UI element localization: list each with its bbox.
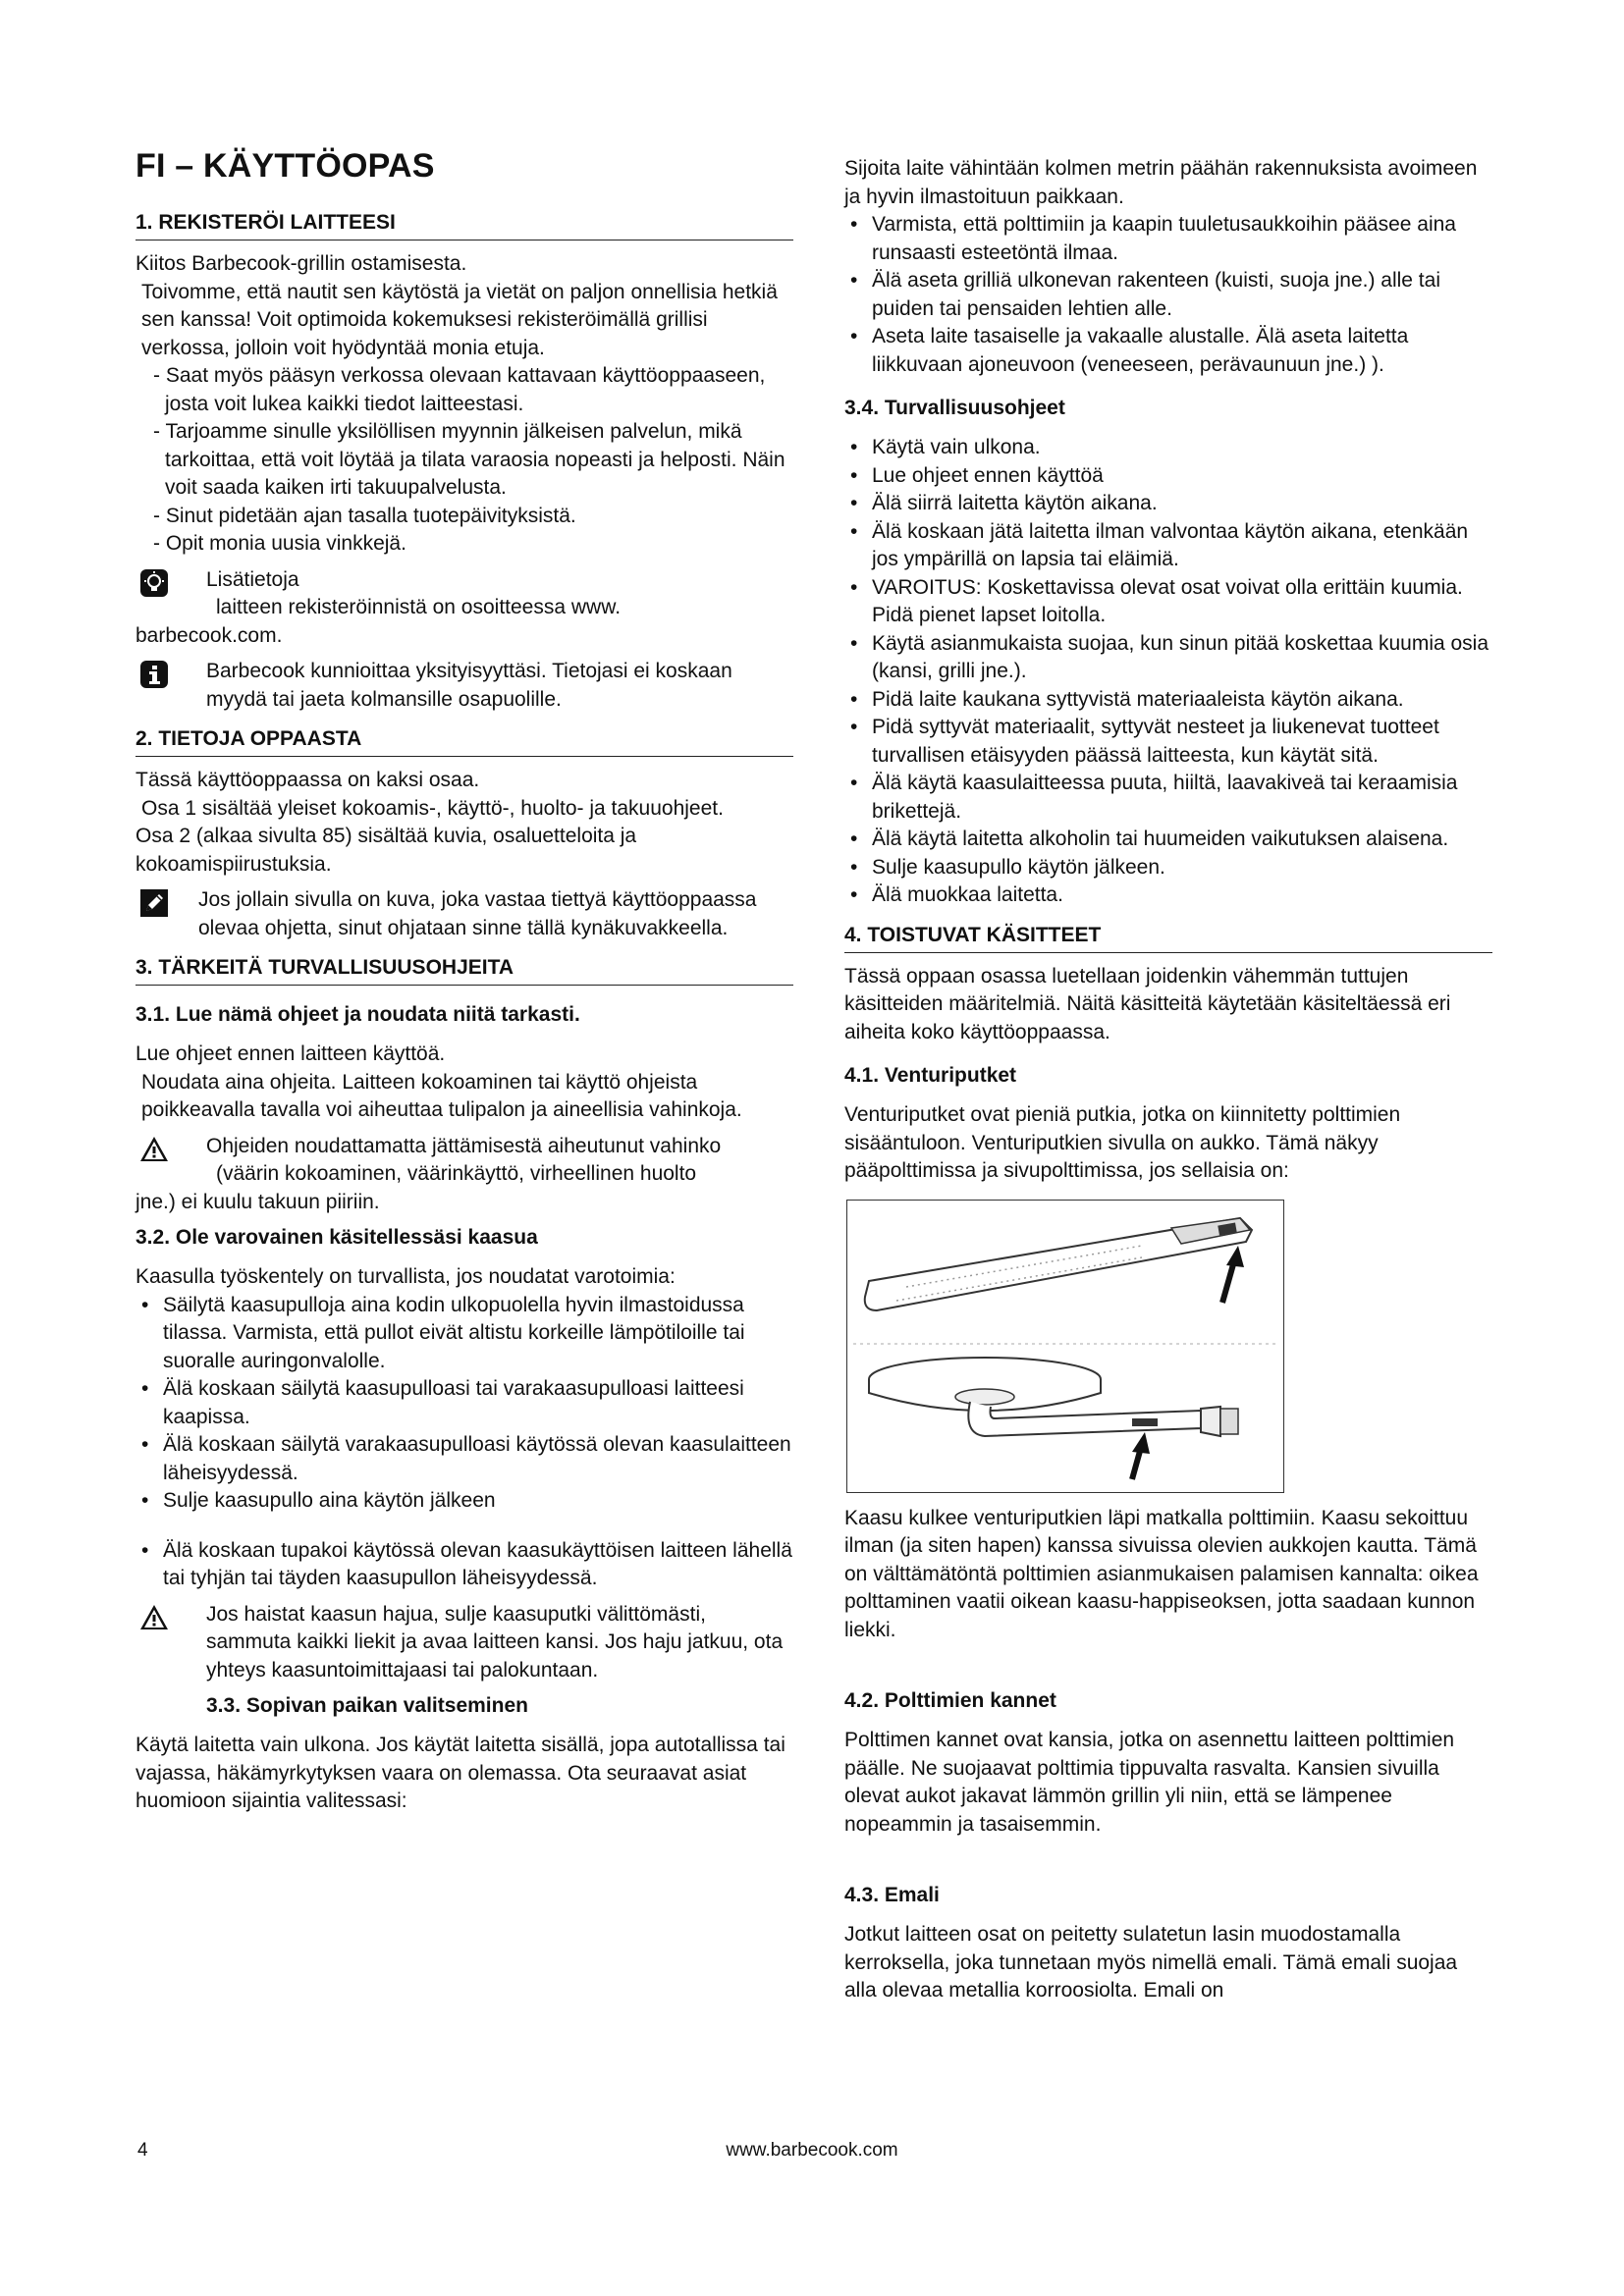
list-item: • Älä koskaan tupakoi käytössä olevan kaasukäyttöisen laitteen lähellä tai tyhjän tai täyden kaasupullon läheisyydessä. xyxy=(135,1537,793,1593)
tip-url: barbecook.com. xyxy=(135,623,283,647)
s1-paragraph-2: Toivomme, että nautit sen käytöstä ja vietät on paljon onnellisia hetkiä sen kanssa! Voit optimoida kokemuksesi rekisteröimällä grillisi verkossa, jolloin voit hyödyntää monia etuja. xyxy=(141,280,778,359)
privacy-note xyxy=(135,658,793,714)
safety-list xyxy=(844,434,1492,910)
s31-paragraph-2: Noudata aina ohjeita. Laitteen kokoaminen tai käyttö ohjeista poikkeavalla tavalla voi aiheuttaa tulipalon ja aineellisia vahinkoja. xyxy=(141,1070,742,1121)
s32-paragraph-1: Kaasulla työskentely on turvallista, jos noudatat varotoimia: xyxy=(135,1265,676,1288)
info-icon xyxy=(139,660,169,689)
gas-smell-warning xyxy=(135,1601,793,1685)
list-item: • VAROITUS: Koskettavissa olevat osat voivat olla erittäin kuumia. Pidä pienet lapset loitolla. xyxy=(844,574,1492,630)
section-4-2-heading: 4.2. Polttimien kannet xyxy=(844,1689,1056,1712)
warning-icon xyxy=(139,1603,169,1632)
s1-dash-item: - Saat myös pääsyn verkossa olevaan kattavaan käyttöoppaaseen, josta voit lukea kaikki tiedot laitteestasi. xyxy=(153,364,766,415)
tip-label: Lisätietoja xyxy=(206,567,299,591)
s4-paragraph-1: Tässä oppaan osassa luetellaan joidenkin vähemmän tuttujen käsitteiden määritelmiä. Näitä käsitteitä käytetään käsiteltäessä eri aiheita koko käyttöoppaassa. xyxy=(844,964,1451,1043)
s42-paragraph-1: Polttimen kannet ovat kansia, jotka on asennettu laitteen polttimien päälle. Ne suojaavat polttimia tippuvalta rasvalta. Kansien sivuilla olevat aukot jakavat lämmön grillin yli niin, että se lämpenee nopeammin ja tasaisemmin. xyxy=(844,1729,1455,1836)
list-item: • Käytä vain ulkona. xyxy=(844,434,1492,462)
venturi-tube-figure xyxy=(846,1200,1284,1493)
page-title: FI – KÄYTTÖOPAS xyxy=(135,147,435,185)
s33-paragraph-2: Sijoita laite vähintään kolmen metrin päähän rakennuksista avoimeen ja hyvin ilmastoituun paikkaan. xyxy=(844,157,1478,208)
list-item: • Älä koskaan säilytä varakaasupulloasi käytössä olevan kaasulaitteen läheisyydessä. xyxy=(135,1431,793,1487)
list-item: • Älä käytä kaasulaitteessa puuta, hiiltä, laavakiveä tai keraamisia brikettejä. xyxy=(844,770,1492,826)
list-item: • Älä koskaan säilytä kaasupulloasi tai varakaasupulloasi laitteesi kaapissa. xyxy=(135,1375,793,1431)
s2-paragraph-1: Tässä käyttöoppaassa on kaksi osaa. xyxy=(135,769,480,791)
list-item: • Sulje kaasupullo aina käytön jälkeen xyxy=(135,1487,793,1516)
s43-paragraph-1: Jotkut laitteen osat on peitetty sulatetun lasin muodostamalla kerroksella, joka tunnetaan myös nimellä emali. Tämä emali suojaa alla olevaa metallia korroosiolta. Emali on xyxy=(844,1923,1458,2002)
warning-text-2: (väärin kokoaminen, väärinkäyttö, virheellinen huolto xyxy=(216,1162,697,1185)
pencil-note xyxy=(135,886,793,942)
s2-paragraph-2: Osa 1 sisältää yleiset kokoamis-, käyttö-, huolto- ja takuuohjeet. xyxy=(141,796,724,820)
left-column xyxy=(135,147,793,1816)
section-3-1-heading: 3.1. Lue nämä ohjeet ja noudata niitä tarkasti. xyxy=(135,1003,580,1026)
s33-paragraph-1: Käytä laitetta vain ulkona. Jos käytät laitetta sisällä, jopa autotallissa tai vajassa, häkämyrkytyksen vaara on olemassa. Ota seuraavat asiat huomioon sijaintia valitessasi: xyxy=(135,1734,785,1812)
list-item: • Älä muokkaa laitetta. xyxy=(844,881,1492,910)
list-item: • Älä aseta grilliä ulkonevan rakenteen (kuisti, suoja jne.) alle tai puiden tai pensaiden lehtien alle. xyxy=(844,267,1492,323)
venturi-tube-illustration xyxy=(847,1201,1283,1492)
section-3-2-heading: 3.2. Ole varovainen käsitellessäsi kaasua xyxy=(135,1226,538,1249)
s1-dash-item: - Sinut pidetään ajan tasalla tuotepäivityksistä. xyxy=(153,504,576,527)
section-3-4-heading: 3.4. Turvallisuusohjeet xyxy=(844,397,1065,419)
pencil-icon xyxy=(139,888,169,918)
section-4-heading: 4. TOISTUVAT KÄSITTEET xyxy=(844,924,1492,953)
list-item: • Pidä laite kaukana syttyvistä materiaaleista käytön aikana. xyxy=(844,686,1492,715)
warranty-warning xyxy=(135,1133,793,1217)
list-item: • Älä koskaan jätä laitetta ilman valvontaa käytön aikana, etenkään jos ympärillä on lapsia tai eläimiä. xyxy=(844,518,1492,574)
list-item: • Säilytä kaasupulloja aina kodin ulkopuolella hyvin ilmastoidussa tilassa. Varmista, että pullot eivät altistu korkeille lämpötiloille tai suoralle auringonvalolle. xyxy=(135,1292,793,1376)
warning-text-1: Ohjeiden noudattamatta jättämisestä aiheutunut vahinko xyxy=(206,1134,722,1157)
gas-smell-warning-text: Jos haistat kaasun hajua, sulje kaasuputki välittömästi, sammuta kaikki liekit ja avaa laitteen kansi. Jos haju jatkuu, ota yhteys kaasuntoimittajaasi tai palokuntaan. xyxy=(206,1602,784,1682)
footer-url: www.barbecook.com xyxy=(726,2140,898,2161)
list-item: • Varmista, että polttimiin ja kaapin tuuletusaukkoihin pääsee aina runsaasti esteetöntä ilmaa. xyxy=(844,211,1492,267)
tip-text: laitteen rekisteröinnistä on osoitteessa www. xyxy=(216,596,622,618)
list-item: • Älä siirrä laitetta käytön aikana. xyxy=(844,490,1492,518)
location-list xyxy=(844,211,1492,379)
s1-dash-item: - Tarjoamme sinulle yksilöllisen myynnin jälkeisen palvelun, mikä tarkoittaa, että voit löytää ja tilata varaosia nopeasti ja helposti. Näin voit saada kaiken irti takuupalvelusta. xyxy=(153,420,785,499)
list-item: • Aseta laite tasaiselle ja vakaalle alustalle. Älä aseta laitetta liikkuvaan ajoneuvoon (veneeseen, perävaunuun jne.) ). xyxy=(844,323,1492,379)
list-item: • Lue ohjeet ennen käyttöä xyxy=(844,462,1492,491)
list-item: • Pidä syttyvät materiaalit, syttyvät nesteet ja liukenevat tuotteet turvallisen etäisyyden päässä laitteesta, kun käytät sitä. xyxy=(844,714,1492,770)
warning-text-3: jne.) ei kuulu takuun piiriin. xyxy=(135,1190,380,1213)
s1-dash-item: - Opit monia uusia vinkkejä. xyxy=(153,532,406,555)
section-2-heading: 2. TIETOJA OPPAASTA xyxy=(135,727,793,757)
right-column xyxy=(844,155,1492,2005)
list-item: • Sulje kaasupullo käytön jälkeen. xyxy=(844,854,1492,882)
section-1-heading: 1. REKISTERÖI LAITTEESI xyxy=(135,211,793,240)
pencil-note-text: Jos jollain sivulla on kuva, joka vastaa tiettyä käyttöoppaassa olevaa ohjetta, sinut ohjataan sinne tällä kynäkuvakkeella. xyxy=(198,888,757,939)
section-3-heading: 3. TÄRKEITÄ TURVALLISUUSOHJEITA xyxy=(135,956,793,986)
s41-paragraph-1: Venturiputket ovat pieniä putkia, jotka on kiinnitetty polttimien sisääntuloon. Venturiputkien sivulla on aukko. Tämä näkyy pääpolttimissa ja sivupolttimissa, jos sellaisia on: xyxy=(844,1103,1401,1182)
lightbulb-icon xyxy=(139,568,169,598)
section-4-1-heading: 4.1. Venturiputket xyxy=(844,1064,1017,1087)
warning-icon xyxy=(139,1135,169,1164)
tip-note xyxy=(135,566,793,651)
page-number: 4 xyxy=(137,2140,148,2161)
privacy-text: Barbecook kunnioittaa yksityisyyttäsi. Tietojasi ei koskaan myydä tai jaeta kolmansille osapuolille. xyxy=(206,660,732,711)
gas-list xyxy=(135,1292,793,1593)
s2-paragraph-3: Osa 2 (alkaa sivulta 85) sisältää kuvia, osaluetteloita ja kokoamispiirustuksia. xyxy=(135,825,637,876)
s1-paragraph-1: Kiitos Barbecook-grillin ostamisesta. xyxy=(135,252,467,275)
s31-paragraph-1: Lue ohjeet ennen laitteen käyttöä. xyxy=(135,1042,446,1065)
list-item: • Käytä asianmukaista suojaa, kun sinun pitää koskettaa kuumia osia (kansi, grilli jne.). xyxy=(844,630,1492,686)
section-4-3-heading: 4.3. Emali xyxy=(844,1884,940,1906)
list-item: • Älä käytä laitetta alkoholin tai huumeiden vaikutuksen alaisena. xyxy=(844,826,1492,854)
s41-paragraph-2: Kaasu kulkee venturiputkien läpi matkalla polttimiin. Kaasu sekoittuu ilman (ja siten hapen) kanssa sivuissa olevien aukkojen kautta. Tämä on välttämätöntä polttimien asianmukaisen palamisen kannalta: oikea polttaminen vaatii oikean kaasu-happiseoksen, jotta saadaan kunnon liekki. xyxy=(844,1506,1479,1641)
section-3-3-heading: 3.3. Sopivan paikan valitseminen xyxy=(206,1694,528,1717)
